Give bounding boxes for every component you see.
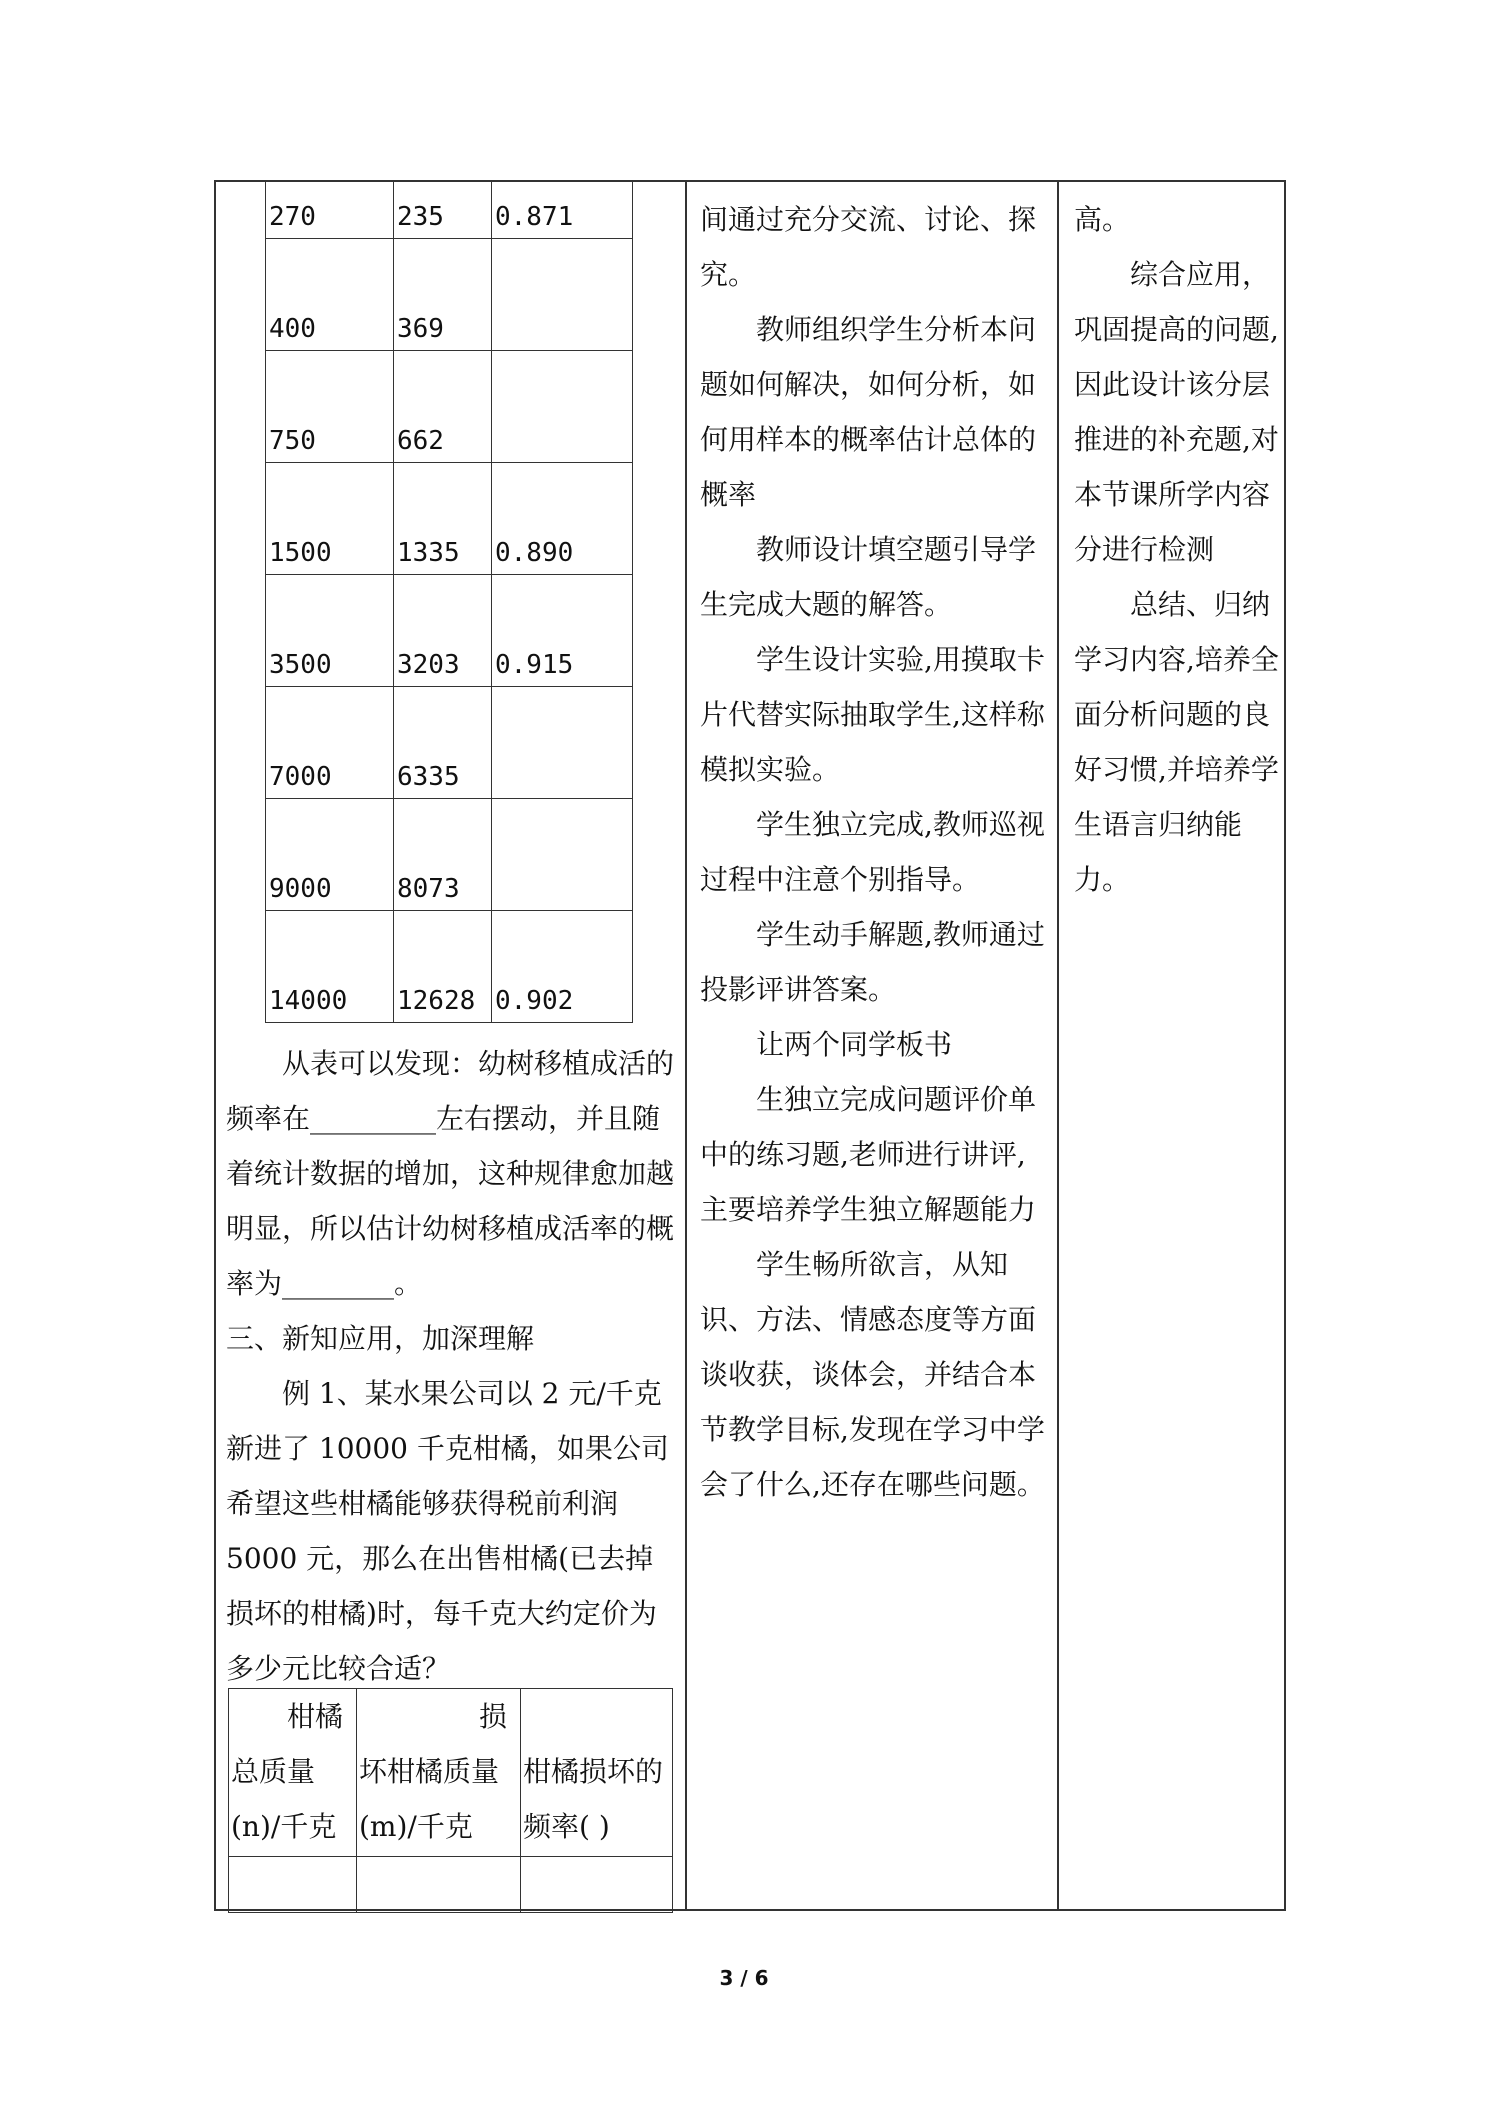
table-row [266,239,633,351]
activity-paragraph: 学生动手解题,教师通过投影评讲答案。 [700,918,1045,1006]
table-cell: 662 [394,351,492,463]
seedling-data-table [265,180,633,1023]
activity-paragraph: 教师组织学生分析本问题如何解决，如何分析，如何用样本的概率估计总体的概率 [700,313,1037,511]
intent-paragraph: 高。 [1074,203,1131,236]
table-cell [492,351,633,463]
table-cell [521,1857,673,1913]
table-header-cell: 损坏柑橘质量(m)/千克 [357,1689,521,1857]
table-row [266,799,633,911]
activity-paragraph: 间通过充分交流、讨论、探究。 [700,203,1037,291]
table-cell [492,799,633,911]
intent-paragraph: 综合应用，巩固提高的问题,因此设计该分层推进的补充题,对本节课所学内容分进行检测 [1074,258,1279,566]
intent-paragraph: 总结、归纳学习内容,培养全面分析问题的良好习惯,并培养学生语言归纳能力。 [1074,588,1279,896]
table-cell: 400 [266,239,394,351]
table-cell: 750 [266,351,394,463]
table-cell: 235 [394,181,492,239]
activity-paragraph: 教师设计填空题引导学生完成大题的解答。 [700,533,1037,621]
table-header-cell: 柑橘总质量(n)/千克 [229,1689,357,1857]
table-cell: 270 [266,181,394,239]
table-row [266,181,633,239]
table-cell: 3500 [266,575,394,687]
table-cell [229,1857,357,1913]
table-header-cell: 柑橘损坏的频率( ) [521,1689,673,1857]
table-cell: 0.890 [492,463,633,575]
column-1-text [226,1036,681,1696]
table-cell [492,687,633,799]
orange-damage-table [228,1688,673,1913]
table-cell: 12628 [394,911,492,1023]
column-3-text [1074,192,1279,907]
table-cell: 6335 [394,687,492,799]
table-row [229,1857,673,1913]
table-cell: 369 [394,239,492,351]
page-number: 3 / 6 [719,1966,769,1990]
table-row [266,687,633,799]
section-heading: 三、新知应用，加深理解 [226,1322,535,1355]
activity-paragraph: 学生畅所欲言，从知识、方法、情感态度等方面谈收获，谈体会，并结合本节教学目标,发现在学习中学会了什么,还存在哪些问题。 [700,1248,1045,1501]
table-cell: 0.871 [492,181,633,239]
activity-paragraph: 生独立完成问题评价单中的练习题,老师进行讲评,主要培养学生独立解题能力 [700,1083,1037,1226]
table-cell [492,239,633,351]
table-row [266,351,633,463]
activity-paragraph: 学生设计实验,用摸取卡片代替实际抽取学生,这样称模拟实验。 [700,643,1045,786]
table-cell: 7000 [266,687,394,799]
table-cell: 9000 [266,799,394,911]
table-cell: 1500 [266,463,394,575]
table-cell: 1335 [394,463,492,575]
table-cell: 3203 [394,575,492,687]
table-row [266,575,633,687]
table-row [266,463,633,575]
table-row [266,911,633,1023]
observation-paragraph: 从表可以发现：幼树移植成活的频率在_________左右摆动，并且随着统计数据的增加，这种规律愈加越明显，所以估计幼树移植成活率的概率为________。 [226,1047,675,1300]
example-paragraph: 例 1、某水果公司以 2 元/千克新进了 10000 千克柑橘，如果公司希望这些柑橘能够获得税前利润 5000 元，那么在出售柑橘(已去掉损坏的柑橘)时，每千克大约定价为多少元比较合适？ [226,1377,669,1685]
activity-paragraph: 让两个同学板书 [756,1028,953,1061]
table-cell: 8073 [394,799,492,911]
table-cell: 0.902 [492,911,633,1023]
table-cell: 14000 [266,911,394,1023]
table-header-row [229,1689,673,1857]
table-cell: 0.915 [492,575,633,687]
activity-paragraph: 学生独立完成,教师巡视过程中注意个别指导。 [700,808,1045,896]
table-cell [357,1857,521,1913]
column-2-text [700,192,1052,1512]
